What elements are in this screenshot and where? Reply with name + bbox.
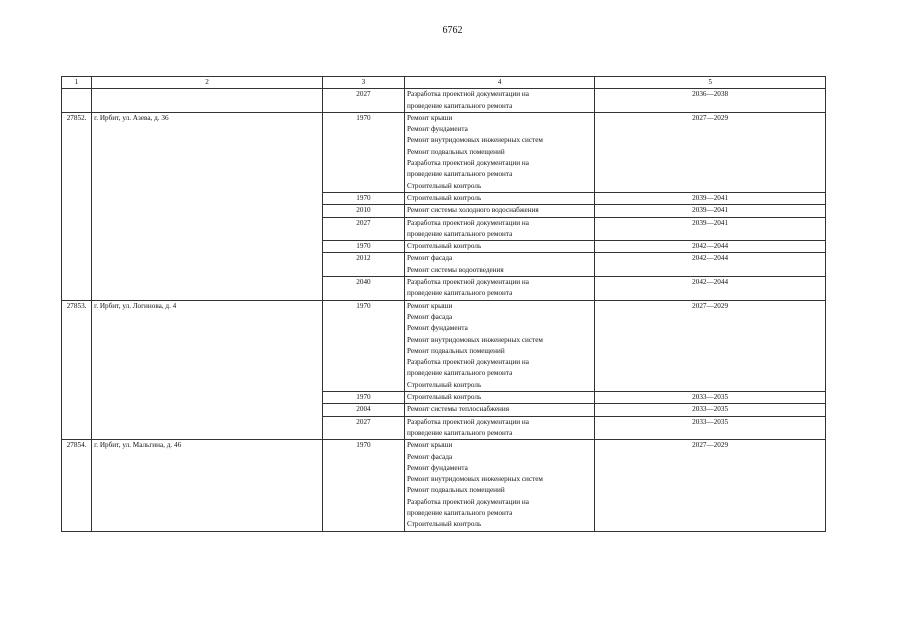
work-item: Строительный контроль xyxy=(407,380,482,389)
period-cell: 2039—2041 xyxy=(595,192,826,204)
header-row xyxy=(62,77,826,89)
address-cell: г. Ирбит, ул. Мальгина, д. 46 xyxy=(92,440,323,531)
year-cell: 1970 xyxy=(322,440,404,531)
works-cell xyxy=(405,241,595,253)
address-cell: г. Ирбит, ул. Азева, д. 36 xyxy=(92,112,323,300)
period-cell: 2042—2044 xyxy=(595,253,826,277)
header-col-2: 2 xyxy=(92,77,323,89)
work-item: Ремонт подвальных помещений xyxy=(407,147,505,156)
year-cell: 2027 xyxy=(322,89,404,113)
work-item: Разработка проектной документации на xyxy=(407,90,529,99)
works-cell xyxy=(405,277,595,301)
work-item: Ремонт внутридомовых инженерных систем xyxy=(407,335,543,344)
works-cell xyxy=(405,89,595,113)
header-col-4: 4 xyxy=(405,77,595,89)
work-item: Ремонт фасада xyxy=(407,312,453,321)
work-item: Разработка проектной документации на xyxy=(407,159,529,168)
year-cell: 2004 xyxy=(322,404,404,416)
work-item: проведение капитального ремонта xyxy=(407,508,513,517)
work-item: проведение капитального ремонта xyxy=(407,170,513,179)
work-item: Ремонт фундамента xyxy=(407,324,468,333)
repair-schedule-table xyxy=(61,76,826,532)
work-item: проведение капитального ремонта xyxy=(407,428,513,437)
year-cell: 1970 xyxy=(322,112,404,192)
work-item: Ремонт системы холодного водоснабжения xyxy=(407,206,539,215)
work-item: Ремонт подвальных помещений xyxy=(407,486,505,495)
work-item: Строительный контроль xyxy=(407,193,482,202)
year-cell: 1970 xyxy=(322,300,404,391)
work-item: Ремонт подвальных помещений xyxy=(407,346,505,355)
period-cell: 2036—2038 xyxy=(595,89,826,113)
work-item: проведение капитального ремонта xyxy=(407,229,513,238)
works-cell xyxy=(405,253,595,277)
work-item: Разработка проектной документации на xyxy=(407,417,529,426)
work-item: Ремонт внутридомовых инженерных систем xyxy=(407,136,543,145)
year-cell: 2010 xyxy=(322,205,404,217)
work-item: проведение капитального ремонта xyxy=(407,289,513,298)
work-item: Ремонт внутридомовых инженерных систем xyxy=(407,475,543,484)
address-cell: г. Ирбит, ул. Логинова, д. 4 xyxy=(92,300,323,440)
table-row xyxy=(62,112,826,192)
work-item: Строительный контроль xyxy=(407,393,482,402)
period-cell: 2039—2041 xyxy=(595,217,826,241)
period-cell: 2033—2035 xyxy=(595,404,826,416)
work-item: Ремонт системы теплоснабжения xyxy=(407,405,510,414)
works-cell xyxy=(405,192,595,204)
work-item: Ремонт крыши xyxy=(407,441,453,450)
period-cell: 2027—2029 xyxy=(595,440,826,531)
table-row xyxy=(62,89,826,113)
header-col-1: 1 xyxy=(62,77,92,89)
year-cell: 1970 xyxy=(322,241,404,253)
work-item: Ремонт фундамента xyxy=(407,463,468,472)
works-cell xyxy=(405,440,595,531)
work-item: Ремонт фундамента xyxy=(407,125,468,134)
works-cell xyxy=(405,300,595,391)
work-item: Разработка проектной документации на xyxy=(407,497,529,506)
works-cell xyxy=(405,112,595,192)
work-item: проведение капитального ремонта xyxy=(407,101,513,110)
period-cell: 2042—2044 xyxy=(595,277,826,301)
number-cell: 27852. xyxy=(62,112,92,300)
table-row xyxy=(62,440,826,531)
period-cell: 2033—2035 xyxy=(595,416,826,440)
number-cell: 27854. xyxy=(62,440,92,531)
work-item: Ремонт фасада xyxy=(407,452,453,461)
work-item: Разработка проектной документации на xyxy=(407,358,529,367)
period-cell: 2027—2029 xyxy=(595,112,826,192)
work-item: Строительный контроль xyxy=(407,242,482,251)
page-number: 6762 xyxy=(442,25,463,36)
year-cell: 2040 xyxy=(322,277,404,301)
year-cell: 1970 xyxy=(322,392,404,404)
work-item: Строительный контроль xyxy=(407,181,482,190)
work-item: проведение капитального ремонта xyxy=(407,369,513,378)
work-item: Разработка проектной документации на xyxy=(407,278,529,287)
works-cell xyxy=(405,217,595,241)
works-cell xyxy=(405,392,595,404)
work-item: Ремонт крыши xyxy=(407,301,453,310)
period-cell: 2042—2044 xyxy=(595,241,826,253)
work-item: Ремонт системы водоотведения xyxy=(407,265,504,274)
year-cell: 2027 xyxy=(322,416,404,440)
year-cell: 1970 xyxy=(322,192,404,204)
works-cell xyxy=(405,416,595,440)
works-cell xyxy=(405,404,595,416)
work-item: Ремонт крыши xyxy=(407,113,453,122)
number-cell: 27853. xyxy=(62,300,92,440)
year-cell: 2012 xyxy=(322,253,404,277)
period-cell: 2027—2029 xyxy=(595,300,826,391)
year-cell: 2027 xyxy=(322,217,404,241)
table-row xyxy=(62,300,826,391)
header-col-3: 3 xyxy=(322,77,404,89)
header-col-5: 5 xyxy=(595,77,826,89)
work-item: Разработка проектной документации на xyxy=(407,218,529,227)
period-cell: 2039—2041 xyxy=(595,205,826,217)
works-cell xyxy=(405,205,595,217)
address-cell xyxy=(92,89,323,113)
period-cell: 2033—2035 xyxy=(595,392,826,404)
work-item: Ремонт фасада xyxy=(407,254,453,263)
table-body xyxy=(62,89,826,531)
work-item: Строительный контроль xyxy=(407,520,482,529)
number-cell xyxy=(62,89,92,113)
